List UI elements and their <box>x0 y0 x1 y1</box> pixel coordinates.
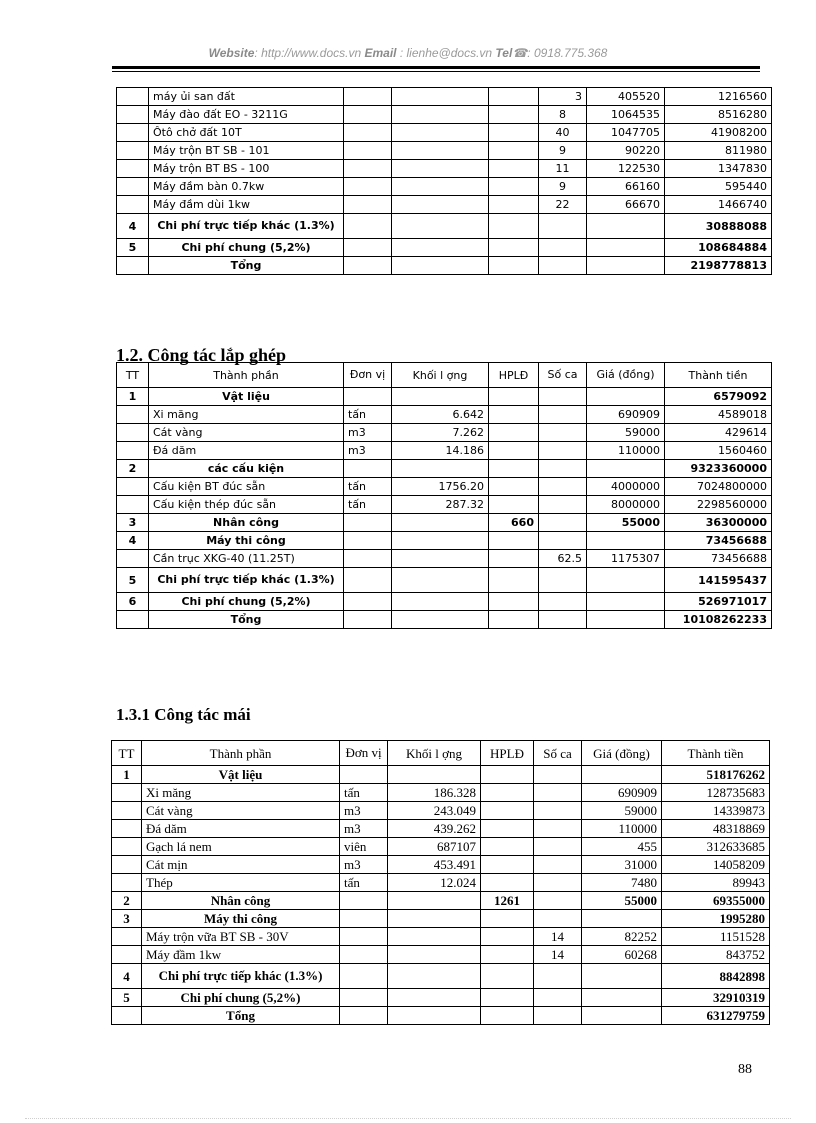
total-row: Tổng 10108262233 <box>117 611 772 629</box>
table-row: Đá dăm m3 439.262 110000 48318869 <box>112 820 770 838</box>
table-row: Gạch lá nem viên 687107 455 312633685 <box>112 838 770 856</box>
table-row: 2 Nhân công 1261 55000 69355000 <box>112 892 770 910</box>
table-row: 4 Chi phí trực tiếp khác (1.3%) 8842898 <box>112 964 770 989</box>
table-row: Máy trộn vữa BT SB - 30V 14 82252 1151528 <box>112 928 770 946</box>
table-row: Thép tấn 12.024 7480 89943 <box>112 874 770 892</box>
section-title-1-3-1: 1.3.1 Công tác mái <box>116 705 251 724</box>
tel-value: ☎: 0918.775.368 <box>512 46 608 60</box>
table-row: 3 Nhân công 660 55000 36300000 <box>117 514 772 532</box>
table-row: 5 Chi phí chung (5,2%) 32910319 <box>112 989 770 1007</box>
page-number: 88 <box>738 1062 752 1077</box>
table-row: 3 Máy thi công 1995280 <box>112 910 770 928</box>
table-row: Đá dăm m3 14.186 110000 1560460 <box>117 442 772 460</box>
website-label: Website <box>208 46 255 60</box>
website-url: : http://www.docs.vn <box>254 46 362 60</box>
table-row: Ôtô chở đất 10T 40 1047705 41908200 <box>117 124 772 142</box>
table-header-row: TT Thành phần Đơn vị Khối l ợng HPLĐ Số ca Giá (đồng) Thành tiền <box>117 363 772 388</box>
section-title-1-2: 1.2. Công tác lắp ghép <box>116 345 287 365</box>
table-row: Máy trộn BT BS - 100 11 122530 1347830 <box>117 160 772 178</box>
table-row: Máy đầm dùi 1kw 22 66670 1466740 <box>117 196 772 214</box>
table-row: 5 Chi phí chung (5,2%) 108684884 <box>117 239 772 257</box>
machinery-cost-table-continued <box>116 87 772 275</box>
email-value: : lienhe@docs.vn <box>399 46 493 60</box>
table-row: 6 Chi phí chung (5,2%) 526971017 <box>117 593 772 611</box>
table-row: 1 Vật liệu 6579092 <box>117 388 772 406</box>
roof-work-cost-table <box>111 740 770 1025</box>
table-row: 5 Chi phí trực tiếp khác (1.3%) 141595437 <box>117 568 772 593</box>
table-row: Máy đào đất EO - 3211G 8 1064535 8516280 <box>117 106 772 124</box>
assembly-cost-table <box>116 362 772 629</box>
table-row: máy ủi san đất 3 405520 1216560 <box>117 88 772 106</box>
total-row: Tổng 631279759 <box>112 1007 770 1025</box>
table-row: 4 Chi phí trực tiếp khác (1.3%) 30888088 <box>117 214 772 239</box>
table-header-row: TT Thành phần Đơn vị Khối l ợng HPLĐ Số ca Giá (đồng) Thành tiền <box>112 741 770 766</box>
table-row: Máy trộn BT SB - 101 9 90220 811980 <box>117 142 772 160</box>
table-row: Xi măng tấn 6.642 690909 4589018 <box>117 406 772 424</box>
table-row: Máy đầm 1kw 14 60268 843752 <box>112 946 770 964</box>
table-row: 4 Máy thi công 73456688 <box>117 532 772 550</box>
table-row: Cát vàng m3 7.262 59000 429614 <box>117 424 772 442</box>
header-rule-thin <box>112 71 760 72</box>
table-row: 1 Vật liệu 518176262 <box>112 766 770 784</box>
header-rule-thick <box>112 66 760 69</box>
table-row: Cần trục XKG-40 (11.25T) 62.5 1175307 73456688 <box>117 550 772 568</box>
table-row: Cát vàng m3 243.049 59000 14339873 <box>112 802 770 820</box>
total-row: Tổng 2198778813 <box>117 257 772 275</box>
table-row: Xi măng tấn 186.328 690909 128735683 <box>112 784 770 802</box>
footer-dotted-rule <box>25 1118 791 1119</box>
table-row: Cát mịn m3 453.491 31000 14058209 <box>112 856 770 874</box>
table-row: Cấu kiện BT đúc sẵn tấn 1756.20 4000000 7024800000 <box>117 478 772 496</box>
email-label: Email <box>364 46 397 60</box>
table-row: Cấu kiện thép đúc sẵn tấn 287.32 8000000 2298560000 <box>117 496 772 514</box>
table-row: Máy đầm bàn 0.7kw 9 66160 595440 <box>117 178 772 196</box>
table-row: 2 các cấu kiện 9323360000 <box>117 460 772 478</box>
page-header <box>0 46 816 60</box>
tel-label: Tel <box>495 46 513 60</box>
